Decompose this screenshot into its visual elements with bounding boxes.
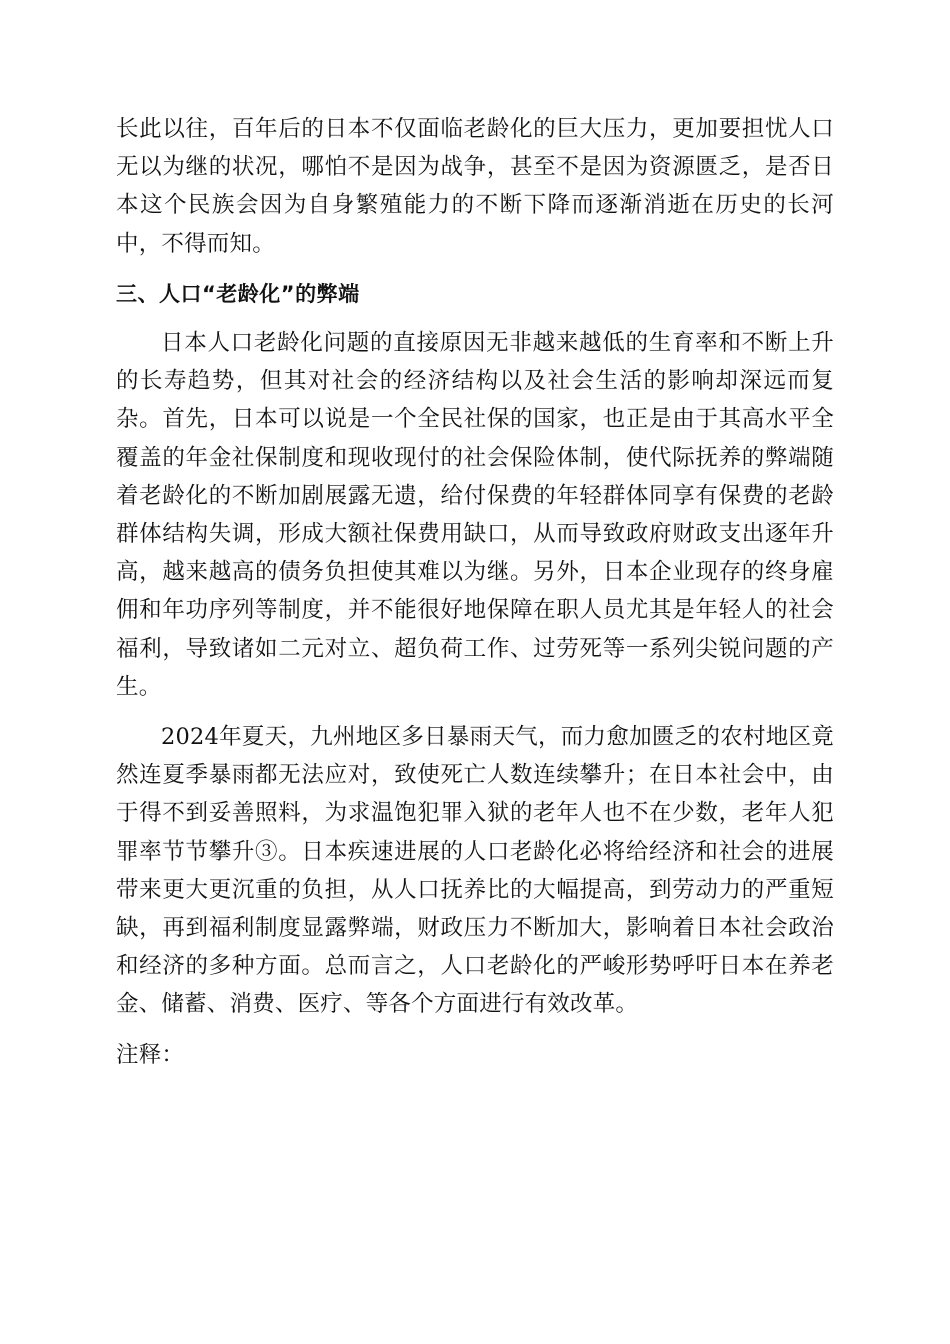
document-body — [116, 110, 834, 1074]
paragraph-drawbacks: 日本人口老龄化问题的直接原因无非越来越低的生育率和不断上升的长寿趋势，但其对社会的经济结构以及社会生活的影响却深远而复杂。首先，日本可以说是一个全民社保的国家，也正是由于其高水平全覆盖的年金社保制度和现收现付的社会保险体制，使代际抚养的弊端随着老龄化的不断加剧展露无遗，给付保费的年轻群体同享有保费的老龄群体结构失调，形成大额社保费用缺口，从而导致政府财政支出逐年升高，越来越高的债务负担使其难以为继。另外，日本企业现存的终身雇佣和年功序列等制度，并不能很好地保障在职人员尤其是年轻人的社会福利，导致诸如二元对立、超负荷工作、过劳死等一系列尖锐问题的产生。 — [116, 330, 834, 700]
notes-label: 注释： — [116, 1041, 185, 1068]
paragraph-continued: 长此以往，百年后的日本不仅面临老龄化的巨大压力，更加要担忧人口无以为继的状况，哪怕不是因为战争，甚至不是因为资源匮乏，是否日本这个民族会因为自身繁殖能力的不断下降而逐渐消逝在历史的长河中，不得而知。 — [116, 116, 834, 257]
paragraph-consequences: 2024年夏天，九州地区多日暴雨天气，而力愈加匮乏的农村地区竟然连夏季暴雨都无法应对，致使死亡人数连续攀升；在日本社会中，由于得不到妥善照料，为求温饱犯罪入狱的老年人也不在少数，老年人犯罪率节节攀升③。日本疾速进展的人口老龄化必将给经济和社会的进展带来更大更沉重的负担，从人口抚养比的大幅提高，到劳动力的严重短缺，再到福利制度显露弊端，财政压力不断加大，影响着日本社会政治和经济的多种方面。总而言之，人口老龄化的严峻形势呼吁日本在养老金、储蓄、消费、医疗、等各个方面进行有效改革。 — [116, 724, 834, 1018]
section-heading: 三、人口“老龄化”的弊端 — [116, 281, 360, 306]
